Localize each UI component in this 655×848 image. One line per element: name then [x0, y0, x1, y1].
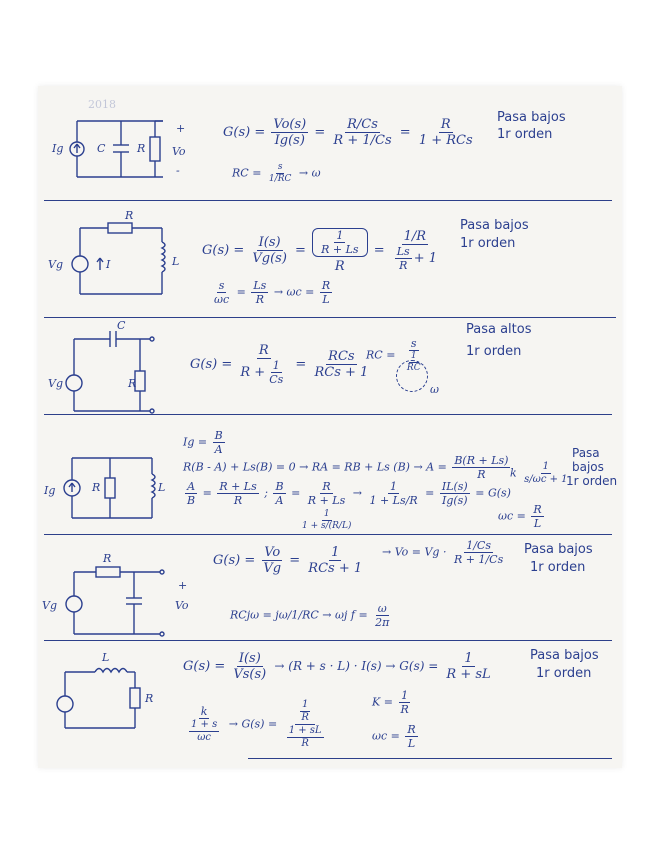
eq6-g-label: G(s) =: [183, 659, 226, 674]
eq2-frac-i-vg: [250, 236, 289, 265]
eq2-wc-relation: [210, 280, 334, 305]
eq2-inner-num: 1: [336, 229, 344, 242]
circuit-1-label-minus: -: [176, 164, 180, 177]
eq5-rcs1: RCs + 1: [308, 561, 363, 576]
eq6-vs: Vs(s): [233, 667, 267, 682]
eq5-one-cs: 1/Cs: [466, 539, 491, 552]
eq4-rls-r: [217, 481, 258, 506]
eq3-g-label: G(s) =: [190, 357, 233, 372]
eq2-arrow-wc: → ωc =: [273, 285, 315, 299]
eq3-rcs: RCs: [328, 349, 355, 364]
eq5-arrow-vo: → Vo = Vg ·: [382, 545, 447, 559]
eq4-rls: R + Ls: [219, 480, 257, 493]
circuit-2-label-r: R: [125, 209, 134, 222]
eq1-equals-2: =: [399, 125, 411, 140]
eq3-rc-lhs: RC =: [366, 348, 396, 362]
eq2-s-wc: [212, 280, 231, 305]
circuit-1-label-vo: Vo: [172, 145, 186, 158]
eq1-equals-1: =: [314, 125, 326, 140]
eq2-frac-final: [391, 230, 439, 271]
eq6-g-den-frac: [287, 726, 324, 749]
eq4-scribble-frac: [300, 510, 353, 531]
eq6-g-num: [295, 700, 315, 725]
eq1-rc-den: 1/RC: [268, 174, 292, 184]
circuit-6-label-l: L: [102, 651, 110, 664]
eq6-one-s: 1 + s: [191, 719, 218, 730]
eq6-k-eq: K =: [372, 695, 393, 709]
eq2-r3: R: [255, 293, 264, 306]
eq4-scribble-den: 1 + s/(R/L): [302, 521, 352, 531]
eq5-w-2pi: [373, 603, 391, 628]
eq4-a-den: R: [477, 468, 486, 481]
eq4-a-frac: [452, 455, 510, 480]
eq1-num-rcs: R/Cs: [347, 117, 378, 132]
eq3-1-cs: [267, 360, 285, 385]
eq4-ba-b: B: [275, 480, 284, 493]
eq6-wc-l: L: [407, 737, 416, 750]
eq2-wc: ωc: [214, 293, 230, 306]
circuit-4-label-l: L: [158, 481, 166, 494]
eq5-rcjw-lhs: RCjω =: [230, 608, 272, 622]
s4-note-order: 1r orden: [566, 474, 618, 488]
top-stamp: 2018: [88, 98, 116, 111]
eq1-g-label: G(s) =: [223, 125, 266, 140]
eq4-scribble-num: 1: [323, 509, 330, 519]
eq6-g-frac: [283, 700, 328, 749]
eq1-rc-lhs: RC =: [232, 166, 262, 180]
eq3-equals: =: [295, 357, 307, 372]
eq3-one: 1: [272, 359, 280, 372]
circuit-2-rl-series: [70, 218, 180, 298]
eq6-g-num-frac: [299, 700, 311, 723]
eq4-ig: Ig(s): [441, 494, 468, 507]
eq4-r-rls: [306, 481, 347, 506]
eq5-one: 1: [331, 545, 340, 560]
circuit-5-rc-lowpass: [60, 562, 180, 642]
eq4-k-frac: [522, 462, 569, 485]
eq2-big-den: R: [334, 259, 345, 274]
eq4-ig-eq: Ig =: [183, 435, 208, 449]
circuit-1-label-c: C: [97, 142, 106, 155]
eq4-ab: [185, 481, 197, 506]
eq5-vo: Vo: [264, 545, 281, 560]
eq4-arrow: →: [352, 486, 362, 500]
eq5-vo-divider: [382, 540, 507, 565]
eq2-s: s: [218, 279, 225, 292]
divider-2: [44, 317, 616, 318]
eq5-jw-part: jω/1/RC: [275, 608, 319, 622]
eq4-ig-def: [183, 430, 227, 455]
eq4-il-ig: [440, 481, 470, 506]
eq6-k: k: [200, 705, 208, 718]
eq3-rcs1: RCs + 1: [314, 365, 369, 380]
eq4-scribble: [298, 510, 355, 531]
eq6-g-den-bot: R: [301, 738, 309, 749]
circuit-1-label-source: Ig: [52, 142, 64, 155]
s2-note-type: Pasa bajos: [460, 218, 529, 233]
eq2-ls-r-2: [251, 280, 268, 305]
eq1-frac-vo-ig: [271, 118, 308, 147]
eq3-den: [238, 359, 289, 385]
circuit-5-label-vo: Vo: [175, 599, 189, 612]
s5-note-order: 1r orden: [530, 560, 586, 575]
eq6-k-frac: [185, 706, 223, 743]
eq4-line2-text: R(B - A) + Ls(B) = 0 → RA = RB + Ls (B) → A =: [183, 460, 447, 474]
eq6-k-val-frac: [398, 690, 410, 715]
s1-note-order: 1r orden: [497, 127, 553, 142]
eq2-ls: Ls: [396, 245, 410, 258]
eq1-rc-one: 1: [268, 174, 275, 184]
eq1-rc-w: → ω: [298, 166, 321, 180]
eq6-k-one: 1: [401, 689, 409, 702]
eq3-r-plus: R +: [240, 365, 266, 380]
eq3-frac-2: [312, 350, 370, 379]
eq5-divider-frac: [452, 540, 505, 565]
eq4-a-num: B(R + Ls): [454, 454, 509, 467]
eq5-vg: Vg: [263, 561, 282, 576]
eq4-wc-eq: ωc =: [498, 509, 526, 523]
divider-3: [44, 414, 612, 415]
circuit-6-label-r: R: [145, 692, 154, 705]
eq2-ls-r: [395, 246, 412, 271]
circuit-3-label-vg: Vg: [48, 377, 63, 390]
eq4-wc-l: L: [533, 517, 542, 530]
circuit-2-label-vg: Vg: [48, 258, 63, 271]
eq4-wc-frac: [531, 504, 543, 529]
circuit-3-label-c: C: [117, 319, 126, 332]
eq6-chain: → (R + s · L) · I(s) → G(s) =: [274, 659, 439, 673]
eq4-b: B: [214, 429, 223, 442]
eq6-k-form: [183, 700, 330, 749]
circuit-5-label-plus: +: [178, 579, 188, 592]
eq5-vo-vg: [261, 546, 283, 575]
eq3-omega: ω: [430, 383, 439, 396]
eq3-rc-rc: RC: [406, 363, 421, 373]
divider-6: [248, 758, 612, 759]
circuit-2-label-l: L: [172, 255, 180, 268]
eq2-final-num: 1/R: [403, 229, 427, 244]
eq4-k-one: 1: [542, 461, 550, 472]
circuit-1-label-plus: +: [176, 122, 186, 135]
eq1-frac-final: [417, 118, 475, 147]
eq4-ab-a: A: [187, 480, 196, 493]
eq6-wc-value: [372, 724, 420, 749]
circuit-3-label-r: R: [128, 377, 137, 390]
eq3-rc-s: s: [410, 337, 417, 350]
circuit-4-label-r: R: [92, 481, 101, 494]
eq4-wc: [498, 504, 546, 529]
eq4-eq-2: =: [291, 486, 301, 500]
s2-note-order: 1r orden: [460, 236, 516, 251]
eq6-rsl: R + sL: [446, 667, 491, 682]
s4-note-type-2: bajos: [572, 460, 604, 474]
eq4-wc-r: R: [533, 503, 542, 516]
eq2-big-num: [312, 228, 367, 257]
circuit-2-label-i: I: [106, 258, 111, 271]
eq5-r-one-cs: R + 1/Cs: [453, 553, 504, 566]
eq3-frac-1: [238, 344, 289, 385]
divider-4: [44, 534, 612, 535]
eq4-il: IL(s): [441, 480, 468, 493]
eq4-k: k: [510, 466, 517, 480]
eq4-1-frac: [367, 481, 419, 506]
eq6-k-r: R: [400, 703, 409, 716]
eq1-frac-rcs: [331, 118, 393, 147]
s3-note-order: 1r orden: [466, 344, 522, 359]
eq4-k-den: s/ωc + 1: [524, 474, 568, 485]
eq6-one: 1: [464, 651, 473, 666]
eq2-num-i: I(s): [258, 235, 281, 250]
eq6-g-den-top: 1 + sL: [288, 725, 322, 736]
s6-note-type: Pasa bajos: [530, 648, 599, 663]
eq6-wc-eq: ωc =: [372, 729, 400, 743]
s5-note-type: Pasa bajos: [524, 542, 593, 557]
eq4-line3: [183, 481, 511, 506]
eq6-final: [444, 652, 492, 681]
eq2-final-den: [391, 245, 439, 271]
eq4-one: 1: [390, 480, 398, 493]
eq2-r2: R: [399, 259, 408, 272]
eq6-wc-frac: [405, 724, 417, 749]
eq3-highlight-circle: [396, 360, 428, 392]
eq2-inner-den: R + Ls: [321, 243, 359, 256]
eq2-ls2: Ls: [253, 279, 267, 292]
eq6-wc: ωc: [197, 732, 211, 743]
eq1-den-ig: Ig(s): [274, 133, 305, 148]
eq2-den-vg: Vg(s): [252, 251, 287, 266]
eq4-semi: ;: [264, 486, 268, 500]
eq4-one-ls: 1 + Ls/R: [369, 494, 418, 507]
eq1-den-1rcs: 1 + RCs: [418, 133, 473, 148]
circuit-3-rc-highpass: [60, 325, 170, 417]
eq6-arrow-g: → G(s) =: [228, 717, 278, 731]
eq6-wc-r: R: [407, 723, 416, 736]
eq5-2pi: 2π: [375, 616, 390, 629]
eq6-g-den: [283, 725, 328, 749]
eq1-transfer-function: [223, 118, 477, 147]
circuit-1-rc-parallel: [55, 115, 185, 185]
eq4-eq-3: =: [425, 486, 435, 500]
eq3-transfer-function: [190, 344, 372, 385]
eq4-ab-b: B: [187, 494, 196, 507]
eq2-equals-3: =: [236, 285, 246, 299]
eq2-r4: R: [321, 279, 331, 292]
eq2-equals-1: =: [295, 243, 306, 258]
eq4-a: A: [214, 443, 223, 456]
eq6-g-num-top: 1: [301, 699, 309, 710]
eq6-k-den: [185, 719, 223, 743]
eq2-inner-frac: [319, 230, 360, 255]
eq4-b-a: [213, 430, 225, 455]
eq5-g-label: G(s) =: [213, 553, 256, 568]
eq1-rc-frac: [267, 163, 293, 184]
circuit-1-label-r: R: [137, 142, 146, 155]
eq2-frac-big: [312, 228, 367, 273]
eq1-num-vo: Vo(s): [273, 117, 307, 132]
eq1-num-r: R: [440, 117, 451, 132]
eq2-plus1: + 1: [413, 251, 437, 266]
circuit-5-label-vg: Vg: [42, 599, 57, 612]
eq4-r: R: [233, 494, 243, 507]
eq4-ba-a: A: [275, 494, 284, 507]
eq6-i: I(s): [238, 651, 261, 666]
eq5-equals: =: [289, 553, 301, 568]
eq4-gs: = G(s): [475, 486, 511, 500]
eq4-r2: R: [322, 480, 331, 493]
eq3-rc-one: 1: [410, 351, 417, 361]
s6-note-order: 1r orden: [536, 666, 592, 681]
eq1-den-r-1cs: R + 1/Cs: [333, 133, 392, 148]
eq4-k-form: [510, 462, 572, 485]
eq3-cs: Cs: [269, 373, 284, 386]
eq5-transfer-function: [213, 546, 366, 575]
s4-note-type-1: Pasa: [572, 446, 600, 460]
circuit-4-label-ig: Ig: [44, 484, 56, 497]
eq2-equals-2: =: [373, 243, 385, 258]
eq1-rc-s: s: [277, 162, 283, 172]
s1-note-type: Pasa bajos: [497, 110, 566, 125]
eq5-1-rcs: [306, 546, 364, 575]
eq2-transfer-function: [202, 228, 441, 273]
eq4-rls2: R + Ls: [307, 494, 346, 507]
eq1-rc-relation: [232, 163, 321, 184]
eq5-w: ω: [377, 602, 387, 615]
eq6-k-value: [372, 690, 413, 715]
eq4-line2: [183, 455, 512, 480]
eq6-k-den-frac: [189, 720, 219, 743]
eq2-r-l: [320, 280, 332, 305]
divider-1: [44, 200, 612, 201]
eq2-l4: L: [322, 293, 330, 306]
eq1-rc-rc: RC: [277, 174, 292, 184]
eq3-num-r: R: [258, 343, 269, 358]
eq5-rcjw: [230, 603, 393, 628]
eq4-eq-1: =: [202, 486, 212, 500]
circuit-5-label-r: R: [103, 552, 112, 565]
eq2-g-label: G(s) =: [202, 243, 245, 258]
s3-note-type: Pasa altos: [466, 322, 532, 337]
circuit-4-rl-parallel: [60, 452, 170, 524]
eq6-i-vs: [231, 652, 268, 681]
eq6-transfer-function: [183, 652, 495, 681]
eq6-g-num-bot: R: [301, 712, 309, 723]
divider-5: [44, 640, 612, 641]
eq5-arrow-f: → ωj f =: [322, 608, 368, 622]
eq4-ba: [273, 481, 285, 506]
